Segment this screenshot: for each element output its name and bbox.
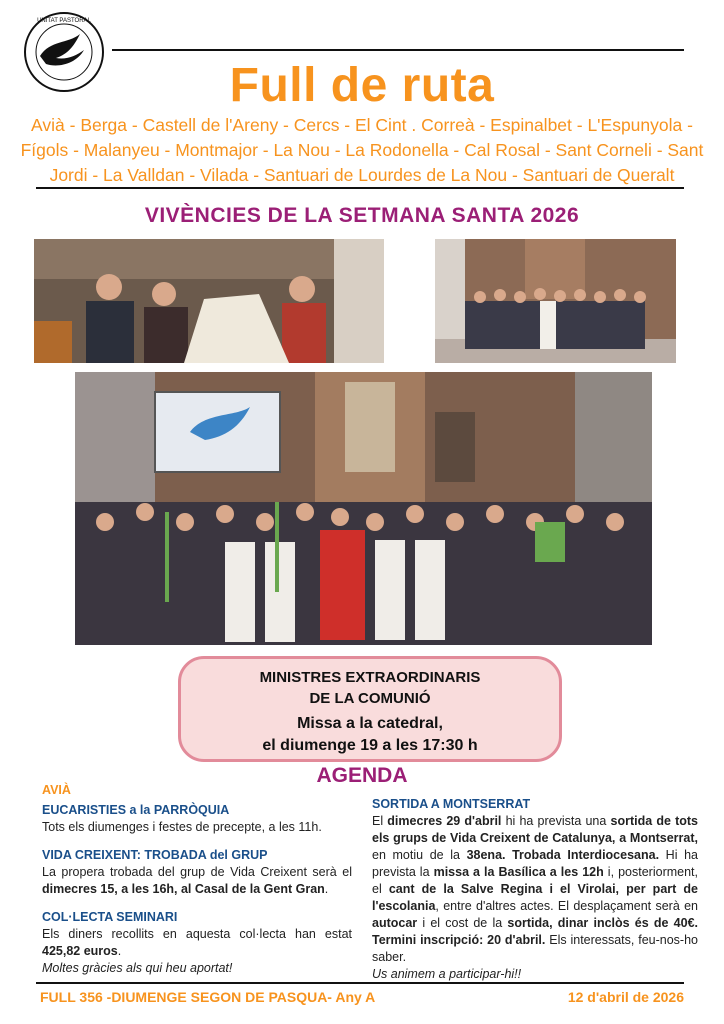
notice-line-4: el diumenge 19 a les 17:30 h xyxy=(262,737,478,754)
section-title: VIVÈNCIES DE LA SETMANA SANTA 2026 xyxy=(144,204,580,227)
footer-date: 12 d'abril de 2026 xyxy=(567,989,684,1005)
notice-line-1: MINISTRES EXTRAORDINARIS xyxy=(259,669,481,686)
collecta-thanks: Moltes gràcies als qui heu aportat! xyxy=(42,961,233,975)
eucharist-heading: EUCARISTIES a la PARRÒQUIA xyxy=(42,803,230,817)
location-heading: AVIÀ xyxy=(42,783,71,797)
collecta-heading: COL·LECTA SEMINARI xyxy=(42,910,178,924)
montserrat-text: El dimecres 29 d'abril hi ha prevista una sortida de tots els grups de Vida Creixent de Catalunya, a Montserrat, en motiu de la 38ena. Trobada Interdiocesana. Hi ha prevista la missa a la Basílica a les 12h i, posteriorment, el cant de la Salve Regina i el Virolai, per part de l'escolania, entre d'altres actes. El desplaçament serà en autocar i el cost de la sortida, dinar inclòs és de 40€. Termini inscripció: 20 d'abril. Els interessats, feu-nos-ho saber. xyxy=(372,814,699,964)
notice-line-3: Missa a la catedral, xyxy=(297,715,443,732)
footer-issue: FULL 356 -DIUMENGE SEGON DE PASQUA- Any A xyxy=(40,989,376,1005)
towns-list: Avià - Berga - Castell de l'Areny - Cercs - El Cint . Correà - Espinalbet - L'Espunyola - Fígols - Malanyeu - Montmajor - La Nou - La Rodonella - Cal Rosal - Sant Corneli - Sant Jordi - La Valldan - Vilada - Santuari de Lourdes de La Nou - Santuari de Queralt xyxy=(20,115,704,185)
svg-text:UNITAT PASTORAL: UNITAT PASTORAL xyxy=(37,18,91,24)
footer-rule xyxy=(36,982,684,984)
vida-creixent-heading: VIDA CREIXENT: TROBADA del GRUP xyxy=(42,848,268,862)
towns-rule xyxy=(36,187,684,189)
montserrat-closing: Us animem a participar-hi!! xyxy=(372,967,522,981)
notice-line-2: DE LA COMUNIÓ xyxy=(309,690,431,707)
vida-creixent-text: La propera trobada del grup de Vida Creixent serà el dimecres 15, a les 16h, al Casal de la Gent Gran. xyxy=(42,865,352,896)
agenda-title: AGENDA xyxy=(316,764,408,787)
photo-group-church xyxy=(435,239,676,363)
notice-box xyxy=(178,656,562,762)
collecta-text: Els diners recollits en aquesta col·lecta han estat 425,82 euros. xyxy=(42,927,352,958)
photo-foot-washing xyxy=(34,239,384,363)
header-rule xyxy=(112,49,684,51)
footer xyxy=(40,989,684,1005)
montserrat-heading: SORTIDA A MONTSERRAT xyxy=(372,797,531,811)
agenda-left-column xyxy=(42,782,352,977)
agenda-right-column xyxy=(372,796,698,983)
eucharist-text: Tots els diumenges i festes de precepte, a les 11h. xyxy=(42,820,322,834)
photo-palm-sunday-group xyxy=(75,372,652,645)
page-title: Full de ruta xyxy=(229,59,495,112)
